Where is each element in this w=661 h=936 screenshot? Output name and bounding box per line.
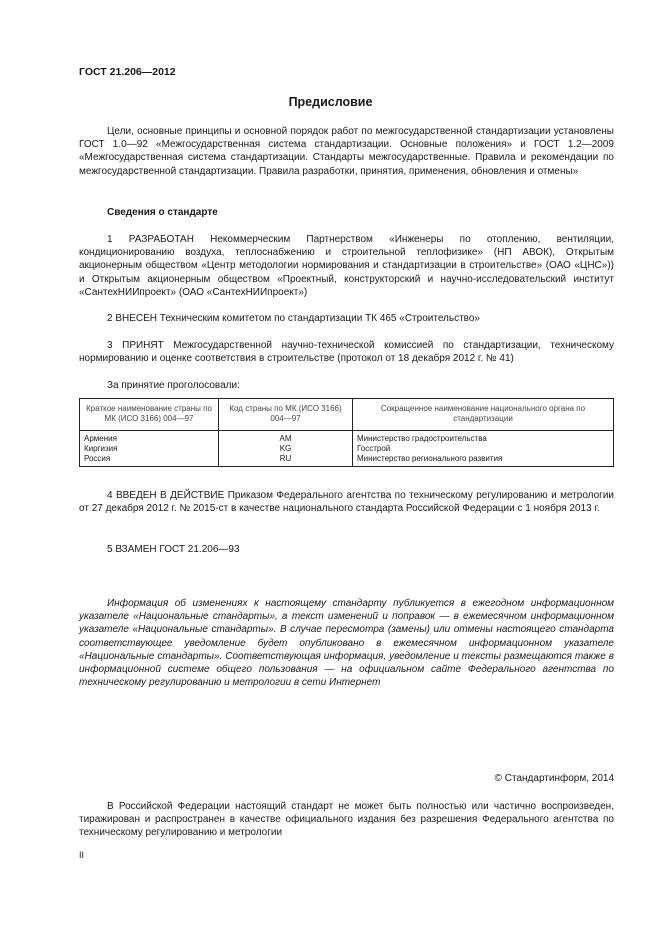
- legal-paragraph: В Российской Федерации настоящий стандарт не может быть полностью или частично воспроизведен, тиражирован и распространен в качестве официального издания без разрешения Федерального агентства по техническому регулированию и метрологии: [79, 801, 614, 839]
- notice-paragraph: Информация об изменениях к настоящему стандарту публикуется в ежегодном информационном указателе «Национальные стандарты», а текст изменений и поправок — в ежемесячном информационном указателе «Национальные стандарты». В случае пересмотра (замены) или отмены настоящего стандарта соответствующее уведомление будет опубликовано в ежемесячном информационном указателе «Национальные стандарты». Соответствующая информация, уведомление и тексты размещаются также в информационной системе общего пользования — на официальном сайте Федерального агентства по техническому регулированию и метрологии в сети Интернет: [79, 598, 614, 689]
- table-row: [80, 431, 614, 445]
- table-cell-body: Госстрой: [353, 444, 614, 454]
- page-title: Предисловие: [288, 95, 373, 109]
- table-cell-country: Россия: [80, 454, 219, 467]
- replaces-paragraph: 5 ВЗАМЕН ГОСТ 21.206—93: [107, 544, 240, 555]
- adopted-paragraph: 3 ПРИНЯТ Межгосударственной научно-технической комиссией по стандартизации, техническому нормированию и оценке соответствия в строительстве (протокол от 18 декабря 2012 г. № 41): [79, 340, 614, 365]
- table-cell-code: AM: [219, 431, 353, 445]
- table-row: [80, 444, 614, 454]
- table-cell-country: Киргизия: [80, 444, 219, 454]
- standard-header: ГОСТ 21.206—2012: [79, 66, 176, 78]
- table-cell-code: RU: [219, 454, 353, 467]
- table-cell-country: Армения: [80, 431, 219, 445]
- intro-paragraph: Цели, основные принципы и основной порядок работ по межгосударственной стандартизации установлены ГОСТ 1.0—92 «Межгосударственная система стандартизации. Основные положения» и ГОСТ 1.2—2009 «Межгосударственная система стандартизации. Стандарты межгосударственные. Правила и рекомендации по межгосударственной стандартизации. Правила разработки, принятия, применения, обновления и отмены»: [79, 126, 614, 177]
- vote-table: [79, 398, 614, 467]
- introduced-paragraph: 2 ВНЕСЕН Техническим комитетом по стандартизации ТК 465 «Строительство»: [107, 313, 480, 324]
- table-cell-code: KG: [219, 444, 353, 454]
- table-header-body: Сокращенное наименование национального органа по стандартизации: [353, 399, 614, 431]
- copyright-notice: © Стандартинформ, 2014: [494, 773, 614, 784]
- effective-paragraph: 4 ВВЕДЕН В ДЕЙСТВИЕ Приказом Федерального агентства по техническому регулированию и метрологии от 27 декабря 2012 г. № 2015-ст в качестве национального стандарта Российской Федерации с 1 ноября 2013 г.: [79, 490, 614, 515]
- table-cell-body: Министерство регионального развития: [353, 454, 614, 467]
- page-number: II: [79, 850, 85, 860]
- table-row: [80, 454, 614, 467]
- table-header-code: Код страны по МК (ИСО 3166) 004—97: [219, 399, 353, 431]
- table-cell-body: Министерство градостроительства: [353, 431, 614, 445]
- info-heading: Сведения о стандарте: [107, 207, 218, 218]
- developed-paragraph: 1 РАЗРАБОТАН Некоммерческим Партнерством «Инженеры по отоплению, вентиляции, кондиционированию воздуха, теплоснабжению и строительной теплофизике» (НП АВОК), Открытым акционерным обществом «Центр методологии нормирования и стандартизации в строительстве» (ОАО «ЦНС»)) и Открытым акционерным обществом «Проектный, конструкторский и научно-исследовательский институт «СантехНИИпроект» (ОАО «СантехНИИпроект»): [79, 234, 614, 298]
- voted-label: За принятие проголосовали:: [107, 380, 240, 391]
- table-header-country: Краткое наименование страны по МК (ИСО 3166) 004—97: [80, 399, 219, 431]
